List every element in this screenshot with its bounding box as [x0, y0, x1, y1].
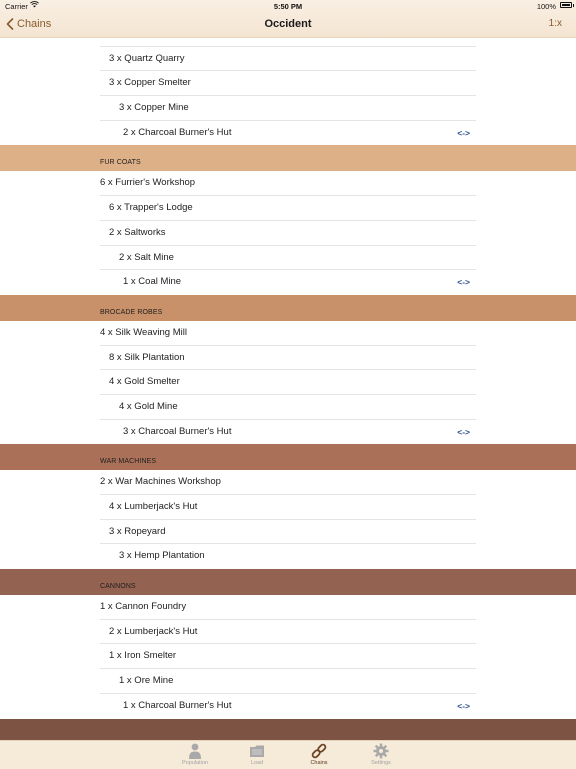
- list-item[interactable]: [0, 321, 576, 346]
- tab-load-label: Load: [250, 760, 264, 766]
- section-header-label: FUR COATS: [100, 159, 141, 167]
- list-item-label: 1 x Iron Smelter: [109, 650, 177, 662]
- list-item-label: 4 x Gold Mine: [119, 400, 178, 412]
- swap-button[interactable]: <->: [457, 700, 470, 711]
- list-item[interactable]: [0, 370, 576, 395]
- carrier-label: Carrier: [5, 2, 28, 11]
- list-item[interactable]: [0, 495, 576, 520]
- list-item[interactable]: [0, 171, 576, 196]
- list-item[interactable]: [0, 644, 576, 669]
- tab-bar: [0, 740, 576, 769]
- list-item-label: 3 x Copper Smelter: [109, 77, 191, 89]
- tab-load[interactable]: [226, 741, 288, 769]
- clock-label: 5:50 PM: [273, 2, 303, 11]
- chain-list-scroll[interactable]: [0, 37, 576, 740]
- list-item-label: 1 x Coal Mine: [123, 276, 182, 288]
- list-item-label: 1 x Cannon Foundry: [100, 601, 187, 613]
- back-button-label: Chains: [17, 18, 52, 30]
- swap-button[interactable]: <->: [457, 426, 470, 437]
- list-item-label: 3 x Copper Mine: [119, 102, 189, 114]
- battery-icon: [560, 2, 572, 8]
- page-title: Occident: [264, 18, 312, 30]
- list-item[interactable]: [0, 71, 576, 96]
- list-item[interactable]: [0, 620, 576, 645]
- list-item[interactable]: [0, 395, 576, 420]
- section-header: [0, 295, 576, 321]
- list-item-label: 3 x Hemp Plantation: [119, 550, 205, 562]
- chain-link-icon: [288, 742, 350, 760]
- list-item-label: 4 x Silk Weaving Mill: [100, 326, 187, 338]
- list-item-label: 2 x Saltworks: [109, 226, 166, 238]
- person-icon: [164, 742, 226, 760]
- list-item-label: 1 x Charcoal Burner's Hut: [123, 699, 232, 711]
- status-bar: [0, 0, 576, 12]
- list-item[interactable]: [0, 595, 576, 620]
- list-item[interactable]: [0, 420, 576, 445]
- folder-icon: [226, 742, 288, 760]
- list-item-label: 4 x Lumberjack's Hut: [109, 501, 198, 512]
- list-item-label: 4 x Gold Smelter: [109, 376, 180, 388]
- list-item-label: 3 x Quartz Quarry: [109, 52, 185, 64]
- swap-button[interactable]: <->: [457, 277, 470, 288]
- section-header-label: WAR MACHINES: [100, 458, 157, 466]
- list-item[interactable]: [0, 694, 576, 719]
- tab-settings-label: Settings: [371, 760, 391, 766]
- tab-chains[interactable]: [288, 741, 350, 769]
- section-header: [0, 444, 576, 470]
- list-item-label: 2 x Salt Mine: [119, 251, 174, 263]
- section-header: [0, 145, 576, 171]
- list-item[interactable]: [0, 96, 576, 121]
- list-item-label: 2 x Lumberjack's Hut: [109, 625, 198, 637]
- list-item[interactable]: [0, 470, 576, 495]
- swap-button[interactable]: <->: [457, 127, 470, 138]
- list-item-label: 1 x Ore Mine: [119, 675, 174, 687]
- tab-chains-label: Chains: [310, 760, 328, 766]
- list-item-label: 3 x Charcoal Burner's Hut: [123, 425, 232, 437]
- list-item[interactable]: [0, 196, 576, 221]
- list-item-label: 6 x Trapper's Lodge: [109, 202, 193, 214]
- ratio-button[interactable]: 1:x: [548, 18, 562, 29]
- list-item[interactable]: [0, 221, 576, 246]
- list-item[interactable]: [0, 47, 576, 72]
- section-header-label: CANNONS: [100, 583, 136, 591]
- list-item[interactable]: [0, 346, 576, 371]
- battery-tip: [573, 4, 575, 7]
- section-header-label: BROCADE ROBES: [100, 308, 163, 316]
- tab-settings[interactable]: [350, 741, 412, 769]
- list-item[interactable]: [0, 520, 576, 545]
- list-item[interactable]: [0, 246, 576, 271]
- battery-percent: 100%: [536, 2, 556, 11]
- section-header: [0, 569, 576, 595]
- list-item[interactable]: [0, 669, 576, 694]
- list-item-label: 3 x Ropeyard: [109, 525, 166, 537]
- list-item-label: 8 x Silk Plantation: [109, 351, 185, 363]
- tab-population[interactable]: [164, 741, 226, 769]
- gear-icon: [350, 742, 412, 760]
- list-item-label: 6 x Furrier's Workshop: [100, 177, 196, 189]
- list-item[interactable]: [0, 270, 576, 295]
- chain-list: [0, 22, 576, 745]
- list-item-label: 2 x War Machines Workshop: [100, 476, 221, 488]
- tab-population-label: Population: [182, 760, 208, 766]
- list-item-label: 2 x Charcoal Burner's Hut: [123, 126, 232, 138]
- list-item[interactable]: [0, 121, 576, 146]
- list-item[interactable]: [0, 544, 576, 569]
